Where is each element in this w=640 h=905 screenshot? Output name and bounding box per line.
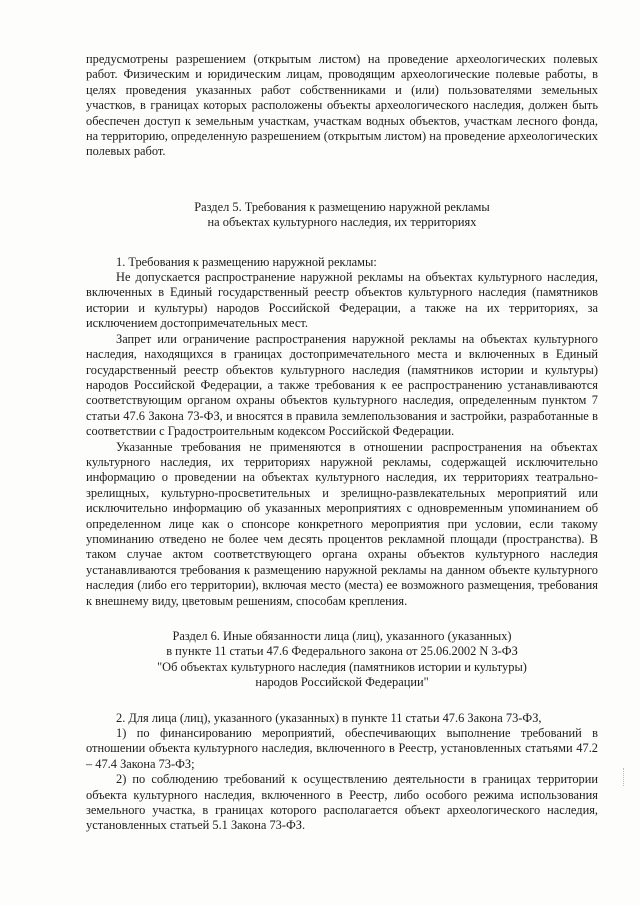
document-page bbox=[86, 52, 598, 834]
item-1 bbox=[86, 255, 598, 609]
section-6-title-line-4: народов Российской Федерации" bbox=[255, 675, 429, 690]
section-6-title-line-2: в пункте 11 статьи 47.6 Федерального закона от 25.06.2002 N 3-ФЗ bbox=[166, 644, 518, 659]
item-1-paragraph-3: Указанные требования не применяются в отношении распространения на объектах культурного наследия, их территориях наружной рекламы, содержащей исключительно информацию о проведении на объектах культурного наследия, их территориях театрально-зрелищных, культурно-просветительных и зрелищно-развлекательных мероприятий или исключительно информацию об указанных мероприятиях с одновременным упоминанием об определенном лице как о спонсоре конкретного мероприятия при условии, если такому упоминанию отведено не более чем десять процентов рекламной площади (пространства). В таком случае актом соответствующего органа охраны объектов культурного наследия устанавливаются требования к размещению наружной рекламы на данном объекте культурного наследия (либо его территории), включая место (места) ее возможного размещения, требования к внешнему виду, цветовым решениям, способам крепления. bbox=[86, 439, 598, 608]
item-2 bbox=[86, 711, 598, 834]
section-6-heading bbox=[86, 629, 598, 691]
section-5-title-line-1: Раздел 5. Требования к размещению наружной рекламы bbox=[194, 199, 490, 214]
item-2-subitem-2: 2) по соблюдению требований к осуществлению деятельности в границах территории объекта культурного наследия, включенного в Реестр, либо особого режима использования земельного участка, в границах которого располагается объект археологического наследия, установленных статьей 5.1 Закона 73-ФЗ. bbox=[86, 772, 598, 833]
scan-edge-mark bbox=[623, 768, 627, 786]
section-6-title-line-3: "Об объектах культурного наследия (памятников истории и культуры) bbox=[157, 659, 527, 674]
intro-paragraph: предусмотрены разрешением (открытым листом) на проведение археологических полевых работ. Физическим и юридическим лицам, проводящим археологические полевые работы, в целях проведения указанных работ собственниками и (или) пользователями земельных участков, в границах которых расположены объекты археологического наследия, должен быть обеспечен доступ к земельным участкам, участкам водных объектов, участкам лесного фонда, на территорию, определенную разрешением (открытым листом) на проведение археологических полевых работ. bbox=[86, 52, 598, 159]
section-6-title-line-1: Раздел 6. Иные обязанности лица (лиц), указанного (указанных) bbox=[172, 629, 512, 643]
section-5-title-line-2: на объектах культурного наследия, их территориях bbox=[207, 215, 477, 230]
item-1-heading: 1. Требования к размещению наружной рекламы: bbox=[116, 254, 377, 269]
item-1-paragraph-1: Не допускается распространение наружной рекламы на объектах культурного наследия, включенных в Единый государственный реестр объектов культурного наследия (памятников истории и культуры) народов Российской Федерации, а также на их территориях, за исключением достопримечательных мест. bbox=[86, 270, 598, 331]
item-2-subitem-1: 1) по финансированию мероприятий, обеспечивающих выполнение требований в отношении объекта культурного наследия, включенного в Реестр, установленных статьями 47.2 – 47.4 Закона 73-ФЗ; bbox=[86, 726, 598, 771]
item-2-heading: 2. Для лица (лиц), указанного (указанных) в пункте 11 статьи 47.6 Закона 73-ФЗ, bbox=[116, 710, 542, 725]
item-1-paragraph-2: Запрет или ограничение распространения наружной рекламы на объектах культурного наследия, находящихся в границах достопримечательного места и включенных в Единый государственный реестр объектов культурного наследия (памятников истории и культуры) народов Российской Федерации, а также требования к ее распространению устанавливаются соответствующим органом охраны объектов культурного наследия, определенным пунктом 7 статьи 47.6 Закона 73-ФЗ, и вносятся в правила землепользования и застройки, разработанные в соответствии с Градостроительным кодексом Российской Федерации. bbox=[86, 331, 598, 439]
section-5-heading bbox=[86, 200, 598, 231]
